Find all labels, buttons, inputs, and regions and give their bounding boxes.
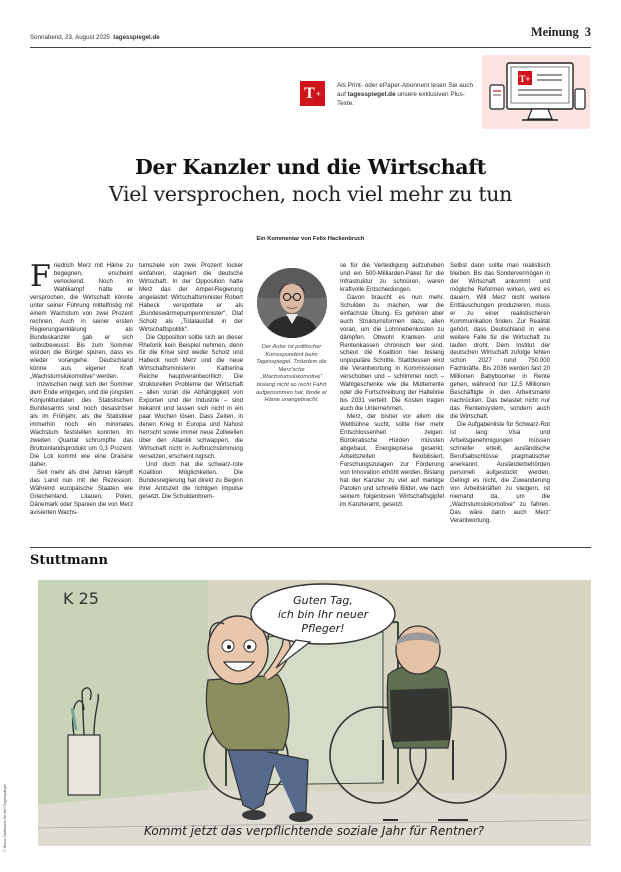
article-paragraph: Die Opposition sollte sich an dieser Rhetorik kein Beispiel nehmen, denn für die Krise sind weder Scholz und Habeck noch Merz und die neue Wirtschaftsministerin Katherina Reiche hauptverantwortlich. Die strukturellen Probleme der Wirtschaft – allen voran die Abhängigkeit von Exporten und der Industrie – sind bekannt und lassen sich nicht in ein paar Wochen lösen. Dass Zeiten, in denen Krieg in Europa und Nahost herrscht sowie immer neue Zollwellen über den Atlantik schwappen, die Wirtschaft nicht in Aufbruchstimmung versetzen, erscheint logisch. <box>139 333 243 460</box>
device-graphic <box>482 55 590 129</box>
cartoon-section-title: Stuttmann <box>30 553 108 568</box>
article-column-1 <box>30 259 133 517</box>
article-paragraph: Selbst dann sollte man realistisch bleiben. Bis das Sondervermögen in der Wirtschaft ankommt und mögliche Reformen wirken, wird es dauern. Will Merz nicht weitere Enttäuschungen produzieren, muss er zu einer realistischeren Kommunikation finden. Zur Realität gehört, dass Deutschland in eine weitere Falle für die Wirtschaft zu laufen droht. Dem Institut der deutschen Wirtschaft zufolge fehlen schon 2027 rund 750.000 Fachkräfte. Bis 2036 werden fast 20 Millionen Babyboomer in Rente gehen, während nur 12,5 Millionen Beschäftigte in den Arbeitsmarkt nachrücken. Das belastet nicht nur das Rentensystem, sondern auch die Wirtschaft. <box>450 262 550 421</box>
issue-date-text: Sonnabend, 23. August 2025 <box>30 34 110 41</box>
article-subtitle: Viel versprochen, noch viel mehr zu tun <box>108 182 513 206</box>
article-title: Der Kanzler und die Wirtschaft <box>135 155 486 179</box>
article-paragraph: tumsziele von zwei Prozent locker einfahren, stagniert die deutsche Wirtschaft. In der Opposition hatte Merz das der Ampel-Regierung angelastet: Wirtschaftsminister Robert Habeck verspottete er als „Bundeswärmepumpenminister“, Olaf Scholz als „Totalausfall in der Wirtschaftspolitik“. <box>139 262 243 333</box>
article-paragraph: Und doch hat die schwarz-rote Koalition Möglichkeiten. Die Bundesregierung hat direkt zu Beginn ihrer Amtszeit die richtigen Impulse gesetzt. Die Schuldenbrem- <box>139 460 243 500</box>
section-name: Meinung <box>530 25 579 39</box>
site-name[interactable]: tagesspiegel.de <box>113 34 160 41</box>
svg-text:T+: T+ <box>519 74 531 84</box>
article-column-5 <box>450 262 550 524</box>
page-header <box>30 25 591 47</box>
cartoon-illustration <box>38 580 591 846</box>
promo-text-before: Als Print- oder ePaper-Abonnent lesen Sie auch auf <box>337 82 474 98</box>
tplus-logo-icon: T + <box>300 81 325 106</box>
author-caption: Der Autor ist politischer Korrespondent beim Tagesspiegel. Trotzdem die Merz'sche „Wachstumslokomotive“ bislang nicht so recht Fahrt aufgenommen hat, fände er Häme unangebracht. <box>255 344 328 404</box>
promo-site[interactable]: tagesspiegel.de <box>347 91 396 98</box>
article-column-4 <box>340 262 444 509</box>
article-byline: Ein Kommentar von Felix Hackenbruch <box>256 236 365 242</box>
author-box <box>248 262 335 405</box>
cartoon-drawing <box>38 580 591 846</box>
header-divider <box>30 47 591 48</box>
article-paragraph: Davon braucht es nun mehr. Schulden zu machen, war die einfachste Übung. Es gehören aber auch Strukturreformen dazu, allen voran, um die Lohnnebenkosten zu dämpfen. Obwohl Kranken- und Rentenkassen chronisch leer sind, scheut die Koalition hier bislang unpopuläre Schritte. Stattdessen wird die Verantwortung in Kommissionen verschoben und – schlimmer noch – Wahlgeschenke wie die Mütterrente oder die Fortschreibung der Haltelinie bis 2031 verteilt. Die Kosten tragen auch die Unternehmen. <box>340 293 444 413</box>
promo-text <box>337 81 477 108</box>
promo-text-after: unsere exklusiven Plus-Texte. <box>337 91 465 107</box>
author-photo <box>257 268 327 338</box>
speech-bubble-line-3: Pfleger! <box>301 622 345 635</box>
cartoon-divider <box>30 547 591 548</box>
article-paragraph: se für die Verteidigung aufzuheben und ein 500-Milliarden-Paket für die Infrastruktur zu schnüren, waren kraftvolle Entscheidungen. <box>340 262 444 293</box>
paragraph-text: riedrich Merz mit Häme zu begegnen, erscheint verlockend. Noch im Wahlkampf hatte er versprochen, die Wirtschaft könnte unter seiner Führung mittelfristig mit einem Wachstum von zwei Prozent rechnen. Auch in seiner ersten Regierungserklärung als Bundeskanzler gab er sich selbstbewusst: Bis zum Sommer würden die Bürger spüren, dass es wieder vorangehe. Deutschland könne aus eigener Kraft „Wachstumslokomotive“ werden. <box>30 262 133 381</box>
article-headline-block <box>30 155 591 206</box>
issue-date <box>30 34 160 41</box>
section-label <box>531 25 591 40</box>
page-number: 3 <box>584 25 591 39</box>
cartoon-signature: K 25 <box>63 589 99 608</box>
cartoon-caption: Kommt jetzt das verpflichtende soziale Jahr für Rentner? <box>143 824 485 838</box>
computer-monitor-icon <box>482 55 590 129</box>
article-paragraph: Seit mehr als drei Jahren kämpft das Land nun mit der Rezession. Während europäische Staaten wie Griechenland, Litauen, Polen, Dänemark oder Spanien die von Merz avisierten Wachs- <box>30 468 133 516</box>
article-column-2 <box>139 262 243 501</box>
author-portrait-image <box>257 268 327 338</box>
plus-promo[interactable] <box>300 55 590 129</box>
article-body <box>30 259 591 537</box>
article-paragraph: Merz, der bisher vor allem die Weltbühne sucht, sollte hier mehr Entschlossenheit zeigen. Bürokratische Hürden müssten abgebaut, Energiepreise gesenkt, Arbeitszeiten flexibilisiert, Forschungszulagen zur Förderung von Innovation erhöht werden. Bislang hat der Kanzler zu viel auf markige Parolen und schnelle Bilder, wie nach seinem folgenlosen Wirtschaftsgipfel im Kanzleramt, gesetzt. <box>340 413 444 508</box>
speech-bubble-line-2: ich bin Ihr neuer <box>277 608 369 621</box>
drop-cap: F <box>30 259 51 294</box>
article-paragraph: Die Aufgabenliste für Schwarz-Rot ist lang: Visa und Arbeitsgenehmigungen müssen schneller erteilt, ausländische Berufsabschlüsse pragmatischer anerkannt, Ausländerbehörden personell aufgestockt werden. Gelingt es nicht, die Zuwanderung von Arbeitskräften zu steigern, ist niemand da, um die „Wachstumslokomotive“ zu fahren. Das wäre dann auch Merz' Verantwortung. <box>450 421 550 524</box>
article-paragraph: Inzwischen neigt sich der Sommer dem Ende entgegen, und die jüngsten Konjunkturdaten des Statistischen Bundesamts sind noch desaströser als im Frühjahr, als die Statistiker immerhin noch ein minimales Wachstum feststellen konnten. Im zweiten Quartal schrumpfte das Bruttoinlandsprodukt um 0,3 Prozent. Die Lok kommt wie eine Draisine daher. <box>30 381 133 468</box>
cartoon-credit: © Klaus Stuttmann für den Tagesspiegel <box>3 784 7 852</box>
speech-bubble-line-1: Guten Tag, <box>293 594 353 607</box>
article-paragraph <box>30 259 133 381</box>
